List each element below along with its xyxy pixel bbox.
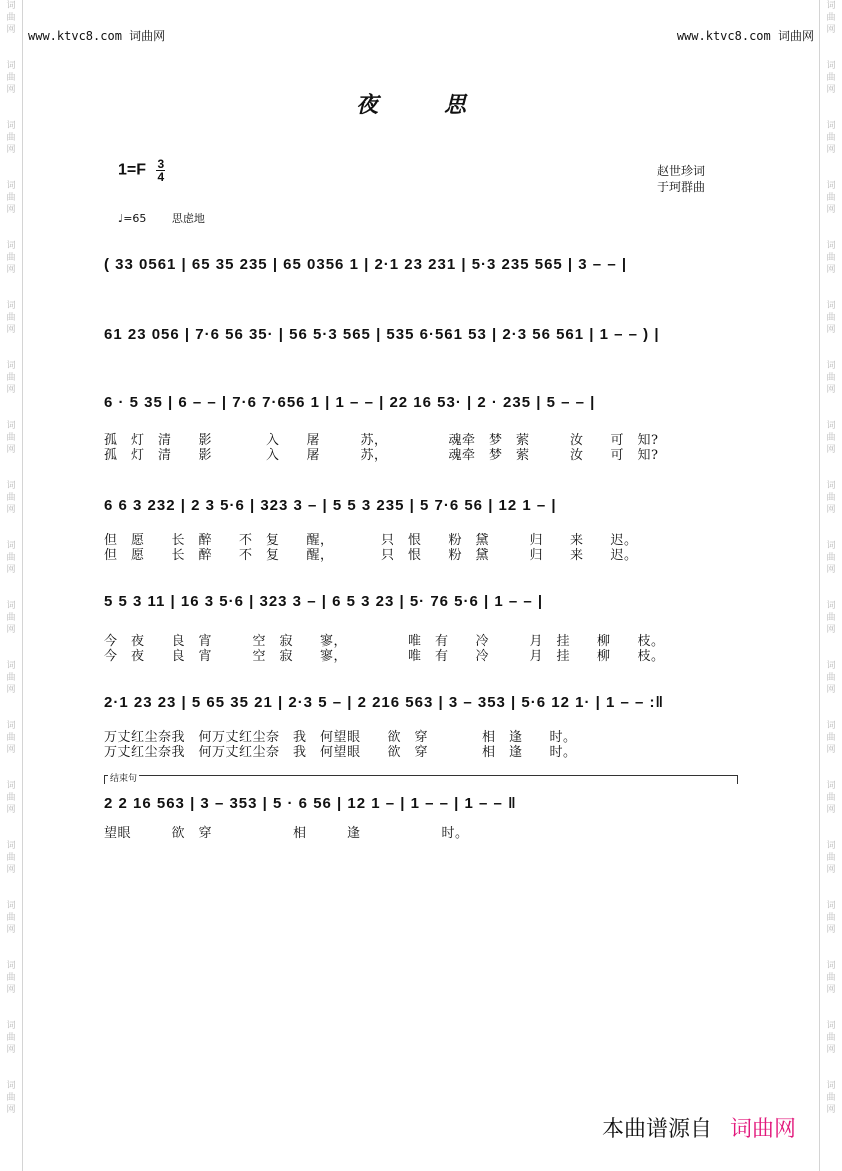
watermark-glyph: 网 [6,685,16,695]
watermark-glyph: 曲 [6,133,16,143]
watermark-glyph-group [826,1020,835,1056]
watermark-glyph: 网 [826,1045,836,1055]
watermark-glyph: 曲 [826,913,836,923]
url-text: www.ktvc8.com [676,29,771,43]
staff-line-5: 5 5 3 11 | 16 3 5·6 | 323 3 – | 6 5 3 23 | 5· 76 5·6 | 1 – – | [104,593,544,610]
watermark-glyph: 词 [826,481,836,491]
watermark-glyph: 词 [6,721,16,731]
watermark-glyph-group [6,480,15,516]
watermark-glyph: 网 [826,265,836,275]
watermark-glyph-group [6,0,15,36]
watermark-glyph: 曲 [826,433,836,443]
watermark-glyph-group [6,1020,15,1056]
lyricist: 赵世珍词 [657,164,706,178]
lyric-line: 孤 灯 清 影 入 屠 苏， 魂牵 梦 萦 汝 可 知? [104,448,659,463]
watermark-glyph: 网 [6,985,16,995]
lyric-line: 孤 灯 清 影 入 屠 苏， 魂牵 梦 萦 汝 可 知? [104,433,659,448]
watermark-glyph-group [826,780,835,816]
footer-source [602,1112,796,1143]
watermark-glyph-group [826,900,835,936]
watermark-glyph: 曲 [6,553,16,563]
watermark-glyph: 网 [826,865,836,875]
watermark-glyph-group [826,120,835,156]
watermark-glyph: 曲 [826,1093,836,1103]
watermark-glyph: 曲 [6,613,16,623]
watermark-glyph: 曲 [826,673,836,683]
footer-brand-link[interactable]: 词曲网 [729,1117,796,1142]
watermark-glyph: 词 [826,721,836,731]
site-name: 词曲网 [777,29,814,43]
watermark-glyph: 曲 [826,1033,836,1043]
watermark-glyph-group [826,180,835,216]
watermark-glyph: 曲 [826,253,836,263]
watermark-glyph: 曲 [6,13,16,23]
watermark-glyph: 词 [826,61,836,71]
watermark-glyph-group [6,60,15,96]
lyric-line: 今 夜 良 宵 空 寂 寥， 唯 有 冷 月 挂 柳 枝。 [104,634,665,649]
staff-line-1: ( 33 0561 | 65 35 235 | 65 0356 1 | 2·1 23 231 | 5·3 235 565 | 3 – – | [104,256,628,273]
watermark-glyph: 词 [6,661,16,671]
watermark-glyph: 曲 [6,253,16,263]
tempo-marking [118,210,227,226]
right-watermark-strip [819,0,842,1171]
watermark-glyph: 词 [826,361,836,371]
watermark-glyph: 网 [826,445,836,455]
watermark-glyph: 曲 [6,373,16,383]
staff-line-6: 2·1 23 23 | 5 65 35 21 | 2·3 5 – | 2 216 563 | 3 – 353 | 5·6 12 1· | 1 – – :‖ [104,694,664,711]
watermark-glyph: 网 [826,925,836,935]
watermark-glyph-group [6,900,15,936]
watermark-glyph: 词 [826,841,836,851]
time-bottom: 4 [157,170,165,184]
lyric-line: 望眼 欲 穿 相 逢 时。 [104,826,469,841]
watermark-glyph: 网 [6,805,16,815]
watermark-glyph: 词 [826,181,836,191]
url-text: www.ktvc8.com [28,29,122,43]
coda-label: 结束句 [108,771,139,784]
watermark-glyph: 网 [6,1105,16,1115]
watermark-glyph: 曲 [826,313,836,323]
watermark-glyph: 网 [826,385,836,395]
watermark-glyph: 曲 [826,613,836,623]
watermark-glyph: 曲 [6,193,16,203]
watermark-glyph-group [826,1080,835,1116]
watermark-glyph: 曲 [6,1093,16,1103]
watermark-glyph: 网 [826,25,836,35]
watermark-glyph: 词 [6,61,16,71]
watermark-glyph: 词 [6,421,16,431]
watermark-glyph: 词 [826,541,836,551]
watermark-glyph-group [826,540,835,576]
watermark-glyph-group [6,840,15,876]
credits [657,163,705,195]
staff-line-3: 6 · 5 35 | 6 – – | 7·6 7·656 1 | 1 – – | 22 16 53· | 2 · 235 | 5 – – | [104,394,596,411]
watermark-glyph: 曲 [6,973,16,983]
watermark-glyph: 网 [826,565,836,575]
watermark-glyph: 曲 [826,13,836,23]
watermark-glyph: 网 [826,145,836,155]
watermark-glyph: 网 [826,805,836,815]
watermark-glyph-group [6,600,15,636]
watermark-glyph-group [6,240,15,276]
song-title: 夜 思 [356,92,467,118]
watermark-glyph-group [826,720,835,756]
watermark-glyph-group [6,360,15,396]
watermark-glyph-group [826,660,835,696]
watermark-glyph: 词 [826,661,836,671]
watermark-glyph: 词 [6,181,16,191]
staff-line-2: 61 23 056 | 7·6 56 35· | 56 5·3 565 | 535 6·561 53 | 2·3 56 561 | 1 – – ) | [104,326,660,343]
watermark-glyph: 网 [6,85,16,95]
watermark-glyph: 词 [826,1021,836,1031]
watermark-glyph: 曲 [826,973,836,983]
watermark-glyph-group [826,360,835,396]
watermark-glyph: 网 [826,745,836,755]
watermark-glyph-group [6,660,15,696]
watermark-glyph: 曲 [826,73,836,83]
watermark-glyph: 网 [6,445,16,455]
watermark-glyph: 网 [826,505,836,515]
watermark-glyph: 曲 [826,133,836,143]
watermark-glyph: 网 [826,325,836,335]
watermark-glyph: 曲 [6,1033,16,1043]
watermark-glyph: 词 [6,241,16,251]
watermark-glyph: 词 [6,301,16,311]
composer: 于珂群曲 [657,180,706,194]
watermark-glyph: 词 [826,1081,836,1091]
watermark-glyph: 曲 [826,493,836,503]
key-text: 1=F [118,161,147,179]
lyric-line: 今 夜 良 宵 空 寂 寥， 唯 有 冷 月 挂 柳 枝。 [104,649,665,664]
lyric-line: 万丈红尘奈我 何万丈红尘奈 我 何望眼 欲 穿 相 逢 时。 [104,730,577,745]
watermark-glyph: 词 [6,601,16,611]
watermark-glyph: 网 [826,1105,836,1115]
watermark-glyph: 词 [826,901,836,911]
watermark-glyph: 词 [826,961,836,971]
watermark-glyph: 词 [6,1081,16,1091]
watermark-glyph: 网 [826,985,836,995]
watermark-glyph: 曲 [6,433,16,443]
watermark-glyph: 曲 [6,493,16,503]
watermark-glyph: 词 [826,601,836,611]
watermark-glyph: 词 [6,1021,16,1031]
watermark-glyph-group [826,60,835,96]
watermark-glyph: 网 [6,145,16,155]
watermark-glyph-group [6,1080,15,1116]
site-name: 词曲网 [129,29,166,43]
watermark-glyph: 网 [6,25,16,35]
watermark-glyph: 词 [826,1,836,11]
watermark-glyph-group [6,120,15,156]
watermark-glyph: 词 [6,361,16,371]
staff-line-7: 2 2 16 563 | 3 – 353 | 5 · 6 56 | 12 1 – | 1 – – | 1 – – ‖ [104,795,517,812]
watermark-glyph: 曲 [826,193,836,203]
watermark-glyph-group [826,0,835,36]
watermark-glyph: 网 [6,865,16,875]
watermark-glyph: 词 [826,301,836,311]
lyric-line: 万丈红尘奈我 何万丈红尘奈 我 何望眼 欲 穿 相 逢 时。 [104,745,577,760]
watermark-glyph: 词 [6,961,16,971]
key-signature [118,158,165,183]
watermark-glyph: 词 [826,421,836,431]
watermark-glyph: 词 [826,121,836,131]
header-url-right[interactable] [677,27,814,44]
watermark-glyph: 曲 [826,793,836,803]
watermark-glyph: 网 [6,925,16,935]
lyric-line: 但 愿 长 醉 不 复 醒， 只 恨 粉 黛 归 来 迟。 [104,533,638,548]
watermark-glyph: 曲 [6,913,16,923]
watermark-glyph: 词 [826,241,836,251]
watermark-glyph: 网 [6,265,16,275]
expression-mark: 思虑地 [171,212,205,225]
watermark-glyph-group [6,780,15,816]
left-watermark-strip [0,0,23,1171]
watermark-glyph: 词 [6,121,16,131]
watermark-glyph: 词 [6,1,16,11]
watermark-glyph: 网 [6,205,16,215]
watermark-glyph: 网 [826,625,836,635]
time-top: 3 [157,157,165,171]
watermark-glyph-group [826,300,835,336]
watermark-glyph: 词 [6,541,16,551]
watermark-glyph-group [6,720,15,756]
watermark-glyph: 词 [6,481,16,491]
tempo-value: ♩=65 [118,212,147,225]
watermark-glyph-group [826,960,835,996]
watermark-glyph-group [826,840,835,876]
watermark-glyph: 词 [6,841,16,851]
watermark-glyph-group [6,540,15,576]
watermark-glyph: 网 [6,565,16,575]
watermark-glyph: 网 [826,685,836,695]
watermark-glyph: 词 [6,781,16,791]
watermark-glyph: 网 [6,385,16,395]
watermark-glyph: 曲 [6,673,16,683]
coda-bracket [104,775,738,777]
source-label: 本曲谱源自 [601,1117,712,1142]
watermark-glyph-group [6,300,15,336]
watermark-glyph: 曲 [6,313,16,323]
watermark-glyph-group [826,600,835,636]
watermark-glyph-group [6,420,15,456]
watermark-glyph: 词 [6,901,16,911]
watermark-glyph: 网 [6,505,16,515]
watermark-glyph-group [6,960,15,996]
watermark-glyph: 曲 [826,733,836,743]
time-signature [156,158,165,183]
watermark-glyph: 曲 [6,733,16,743]
watermark-glyph: 曲 [826,373,836,383]
watermark-glyph-group [826,480,835,516]
watermark-glyph-group [6,180,15,216]
watermark-glyph: 网 [826,85,836,95]
watermark-glyph: 曲 [6,73,16,83]
watermark-glyph: 网 [6,325,16,335]
watermark-glyph: 网 [6,1045,16,1055]
watermark-glyph: 网 [826,205,836,215]
watermark-glyph: 曲 [6,853,16,863]
staff-line-4: 6 6 3 232 | 2 3 5·6 | 323 3 – | 5 5 3 235 | 5 7·6 56 | 12 1 – | [104,497,557,514]
watermark-glyph: 曲 [826,553,836,563]
watermark-glyph-group [826,240,835,276]
watermark-glyph-group [826,420,835,456]
lyric-line: 但 愿 长 醉 不 复 醒， 只 恨 粉 黛 归 来 迟。 [104,548,638,563]
header-url-left[interactable] [28,27,165,44]
watermark-glyph: 网 [6,625,16,635]
watermark-glyph: 曲 [6,793,16,803]
watermark-glyph: 曲 [826,853,836,863]
watermark-glyph: 网 [6,745,16,755]
watermark-glyph: 词 [826,781,836,791]
